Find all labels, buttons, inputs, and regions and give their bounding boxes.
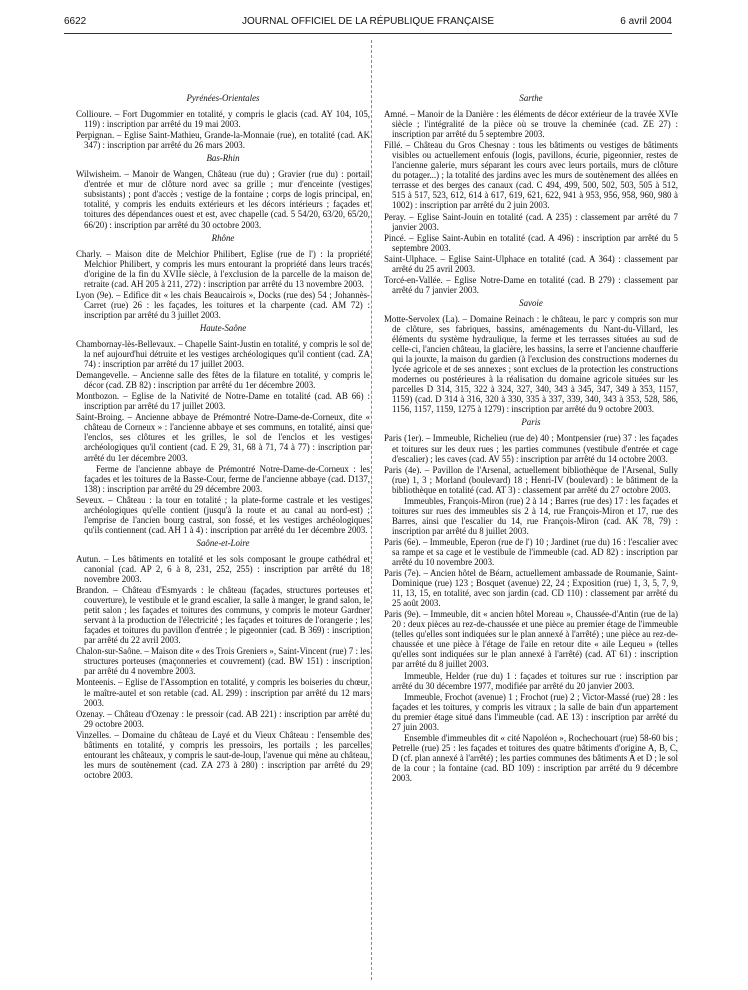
entry: Wilwisheim. – Manoir de Wangen, Château (rue du) ; Gravier (rue du) : portail d'entrée et mur de clôture nord avec sa grille ; mur d'enceinte (vestiges subsistants) ; pont d'accès ; vestige de la fontaine ; corps de logis principal, en totalité, y compris les enduits extérieurs et les décors intérieurs ; façades et toitures des dépendances ouest et est, avec chapelle (cad. 5 54/20, 63/20, 65/20, 66/20) : inscription par arrêté du 30 octobre 2003. bbox=[76, 169, 370, 230]
entry: Saint-Broing. – Ancienne abbaye de Prémontré Notre-Dame-de-Corneux, dite « château de Corneux » : l'ancienne abbaye et ses communs, en totalité, ainsi que l'enclos, ses clôtures et les grilles, le sol de l'enclos et les vestiges archéologiques qu'il contient (cad. E 29, 31, 68 à 71, 74 à 77) : inscription par arrêté du 1er décembre 2003. bbox=[76, 412, 370, 463]
entry: Ozenay. – Château d'Ozenay : le pressoir (cad. AB 221) : inscription par arrêté du 29 octobre 2003. bbox=[76, 708, 370, 729]
journal-title: JOURNAL OFFICIEL DE LA RÉPUBLIQUE FRANÇAISE bbox=[241, 16, 495, 27]
entry: Demangevelle. – Ancienne salle des fêtes de la filature en totalité, y compris le décor (cad. ZB 82) : inscription par arrêté du 1er décembre 2003. bbox=[76, 370, 370, 391]
entry: Paris (9e). – Immeuble, dit « ancien hôtel Moreau », Chaussée-d'Antin (rue de la) 20 : deux pièces au rez-de-chaussée et une pièce au premier étage de l'immeuble (telles qu'elles sont indiquées sur le plan annexé à l'arrêté) ; une pièce au rez-de-chaussée et une pièce à l'étage de l'aile en retour dite « aile Lequeu » (telles qu'elles sont indiquées sur le plan annexé à l'arrêté) (cad. AT 61) : inscription par arrêté du 8 juillet 2003. bbox=[384, 609, 678, 670]
sub-entry: Immeuble, Helder (rue du) 1 : façades et toitures sur rue : inscription par arrêté du 30 décembre 1977, modifiée par arrêté du 20 janvier 2003. bbox=[392, 670, 678, 691]
sub-entry: Immeubles, François-Miron (rue) 2 à 14 ; Barres (rue des) 17 : les façades et toitures sur rues des immeubles sis 2 à 14, rue François-Miron et 17, rue des Barres, ainsi que l'escalier du 14, rue François-Miron (cad. AK 78, 79) : inscription par arrêté du 8 juillet 2003. bbox=[392, 495, 678, 536]
entry: Peray. – Eglise Saint-Jouin en totalité (cad. A 235) : classement par arrêté du 7 janvier 2003. bbox=[384, 211, 678, 232]
entry: Vinzelles. – Domaine du château de Layé et du Vieux Château : l'ensemble des bâtiments en totalité, y compris les pressoirs, les portails ; les parcelles entourant les châteaux, y compris le saut-de-loup, l'avenue qui mène au château, les murs de soutènement (cad. ZA 273 à 280) : inscription par arrêté du 29 octobre 2003. bbox=[76, 729, 370, 780]
entry: Paris (7e). – Ancien hôtel de Béarn, actuellement ambassade de Roumanie, Saint-Dominique (rue) 123 ; Bosquet (avenue) 22, 24 ; Exposition (rue) 1, 3, 5, 7, 9, 11, 13, 15, en totalité, avec son jardin (cad. CD 110) : classement par arrêté du 25 août 2003. bbox=[384, 568, 678, 609]
entry: Montbozon. – Eglise de la Nativité de Notre-Dame en totalité (cad. AB 66) : inscription par arrêté du 17 juillet 2003. bbox=[76, 391, 370, 412]
page-number: 6622 bbox=[64, 16, 87, 27]
sub-entry: Immeuble, Frochot (avenue) 1 ; Frochot (rue) 2 ; Victor-Massé (rue) 28 : les façades et les toitures, y compris les vitraux ; la salle de bain d'un appartement du premier étage situé dans l'immeuble (cad. AE 13) : inscription par arrêté du 27 juin 2003. bbox=[392, 691, 678, 732]
entry: Perpignan. – Eglise Saint-Mathieu, Grande-la-Monnaie (rue), en totalité (cad. AK 347) : inscription par arrêté du 26 mars 2003. bbox=[76, 130, 370, 151]
issue-date: 6 avril 2004 bbox=[620, 16, 672, 27]
header-rule bbox=[64, 33, 672, 34]
entry: Torcé-en-Vallée. – Eglise Notre-Dame en totalité (cad. B 279) : classement par arrêté du 7 janvier 2003. bbox=[384, 274, 678, 295]
section-title: Saône-et-Loire bbox=[196, 537, 250, 548]
section-title: Haute-Saône bbox=[199, 322, 247, 333]
left-column bbox=[76, 90, 370, 781]
entry: Monteenis. – Eglise de l'Assomption en totalité, y compris les boiseries du chœur, le maître-autel et son retable (cad. AL 299) : inscription par arrêté du 12 mars 2003. bbox=[76, 677, 370, 708]
entry: Autun. – Les bâtiments en totalité et les sols composant le groupe cathédral et canonial (cad. AP 2, 6 à 8, 231, 252, 255) : inscription par arrêté du 18 novembre 2003. bbox=[76, 553, 370, 585]
entry: Chalon-sur-Saône. – Maison dite « des Trois Greniers », Saint-Vincent (rue) 7 : les structures porteuses (maçonneries et couvrement) (cad. BW 151) : inscription par arrêté du 4 novembre 2003. bbox=[76, 646, 370, 677]
entry: Paris (6e). – Immeuble, Eperon (rue de l') 10 ; Jardinet (rue du) 16 : l'escalier avec sa rampe et sa cage et le vestibule de l'immeuble (cad. AD 82) : inscription par arrêté du 10 novembre 2003. bbox=[384, 536, 678, 568]
entry: Seveux. – Château : la tour en totalité ; la plate-forme castrale et les vestiges archéologiques qu'elle contient (jusqu'à la route et au canal au nord-est) ; l'emprise de l'ancien bourg castral, son fossé, et les vestiges archéologiques qu'ils contiennent (cad. AH 1 à 4) : inscription par arrêté du 1er décembre 2003. bbox=[76, 494, 370, 535]
section-title: Rhône bbox=[211, 232, 235, 243]
section-title: Bas-Rhin bbox=[206, 153, 240, 164]
entry: Brandon. – Château d'Esmyards : le château (façades, structures porteuses et couverture), le vestibule et le grand escalier, la salle à manger, le grand salon, le petit salon ; les façades et toitures des communs, y compris le moteur Gardner servant à la production de l'électricité ; les façades et toitures de l'orangerie ; les façades et toitures du pavillon d'entrée ; le pigeonnier (cad. B 369) : inscription par arrêté du 22 avril 2003. bbox=[76, 585, 370, 646]
section-title: Savoie bbox=[519, 297, 543, 308]
section-title: Pyrénées-Orientales bbox=[186, 93, 260, 103]
entry: Lyon (9e). – Edifice dit « les chais Beaucairois », Docks (rue des) 54 ; Johannès-Carret (rue) 26 : les façades, les toitures et la charpente (cad. AM 72) : inscription par arrêté du 3 juillet 2003. bbox=[76, 289, 370, 320]
sub-entry: Ensemble d'immeubles dit « cité Napoléon », Rochechouart (rue) 58-60 bis ; Petrelle (rue) 25 : les façades et toitures des quatre bâtiments d'origine A, B, C, D (cf. plan annexé à l'arrêté) ; les parties communes des bâtiments A et D ; le sol de la cour ; la fontaine (cad. BD 109) : inscription par arrêté du 9 décembre 2003. bbox=[392, 732, 679, 783]
entry: Paris (4e). – Pavillon de l'Arsenal, actuellement bibliothèque de l'Arsenal, Sully (rue) 1, 3 ; Morland (boulevard) 18 ; Henri-IV (boulevard) : le bâtiment de la bibliothèque en totalité (cad. AT 3) : classement par arrêté du 27 octobre 2003. bbox=[384, 464, 678, 495]
right-column bbox=[384, 90, 678, 784]
column-separator bbox=[371, 40, 372, 980]
sub-entry: Ferme de l'ancienne abbaye de Prémontré Notre-Dame-de-Corneux : les façades et les toitures de la Basse-Cour, ferme de l'ancienne abbaye (cad. D137, 138) : inscription par arrêté du 29 décembre 2003. bbox=[84, 463, 370, 494]
entry: Charly. – Maison dite de Melchior Philibert, Eglise (rue de l') : la propriété Melchior Philibert, y compris les murs entourant la propriété dans leurs tracés d'origine de la fin du XVIIe siècle, à l'exclusion de la parcelle de la maison de retraite (cad. AH 205 à 211, 272) : inscription par arrêté du 13 novembre 2003. bbox=[76, 248, 370, 289]
section-title: Paris bbox=[521, 417, 541, 428]
entry: Amné. – Manoir de la Danière : les éléments de décor extérieur de la travée XVIe siècle ; l'intégralité de la pièce où se trouve la cheminée (cad. ZE 27) : inscription par arrêté du 5 septembre 2003. bbox=[384, 109, 678, 140]
entry: Collioure. – Fort Dugommier en totalité, y compris le glacis (cad. AY 104, 105, 119) : inscription par arrêté du 19 mai 2003. bbox=[76, 109, 370, 130]
entry: Motte-Servolex (La). – Domaine Reinach : le château, le parc y compris son mur de clôture, ses fabriques, bassins, aménagements du Nant-du-Villard, les éléments du système hydraulique, la ferme et les terrasses situées au sud de celle-ci, l'ancien château, la glacière, les bassins, la serre et l'ancienne chaufferie qui la jouxte, la maison du gardien (à l'exclusion des constructions modernes du lycée agricole et de ses annexes ; sont exclues de la protection les constructions modernes ou postérieures à la réalisation du domaine agricole situées sur les parcelles D 314, 315, 322 à 324, 327, 340, 343 à 345, 347, 349 à 353, 1157, 1159) (cad. D 314 à 316, 320 à 330, 335 à 337, 339, 340, 343 à 353, 528, 586, 1156, 1157, 1159, 1275 à 1279) : inscription par arrêté du 9 octobre 2003. bbox=[384, 313, 678, 415]
page-header bbox=[64, 16, 672, 30]
entry: Pincé. – Eglise Saint-Aubin en totalité (cad. A 496) : inscription par arrêté du 5 septembre 2003. bbox=[384, 232, 678, 253]
section-title: Sarthe bbox=[519, 93, 543, 103]
entry: Paris (1er). – Immeuble, Richelieu (rue de) 40 ; Montpensier (rue) 37 : les façades et toitures sur les deux rues ; les parties communes (vestibule d'entrée et cage d'escalier) ; les caves (cad. AV 55) : inscription par arrêté du 14 octobre 2003. bbox=[384, 433, 678, 464]
entry: Saint-Ulphace. – Eglise Saint-Ulphace en totalité (cad. A 364) : classement par arrêté du 25 avril 2003. bbox=[384, 253, 678, 274]
entry: Fillé. – Château du Gros Chesnay : tous les bâtiments ou vestiges de bâtiments visibles ou actuellement enfouis (logis, pavillons, écurie, pigeonnier, restes de l'ancienne galerie, murs séparant les cours avec leurs portails, murs de clôture du potager...) ; la totalité des jardins avec les murs de soutènement des allées en terrasse et des berges des canaux (cad. C 494, 499, 500, 502, 503, 505 à 512, 515 à 517, 523, 612, 614 à 617, 619, 621, 622, 941 à 953, 956, 958, 960, 980 à 1002) : inscription par arrêté du 2 juin 2003. bbox=[384, 140, 678, 211]
entry: Chambornay-lès-Bellevaux. – Chapelle Saint-Justin en totalité, y compris le sol de la nef aujourd'hui détruite et les vestiges archéologiques qu'il contient (cad. ZA 74) : inscription par arrêté du 17 juillet 2003. bbox=[76, 338, 370, 370]
